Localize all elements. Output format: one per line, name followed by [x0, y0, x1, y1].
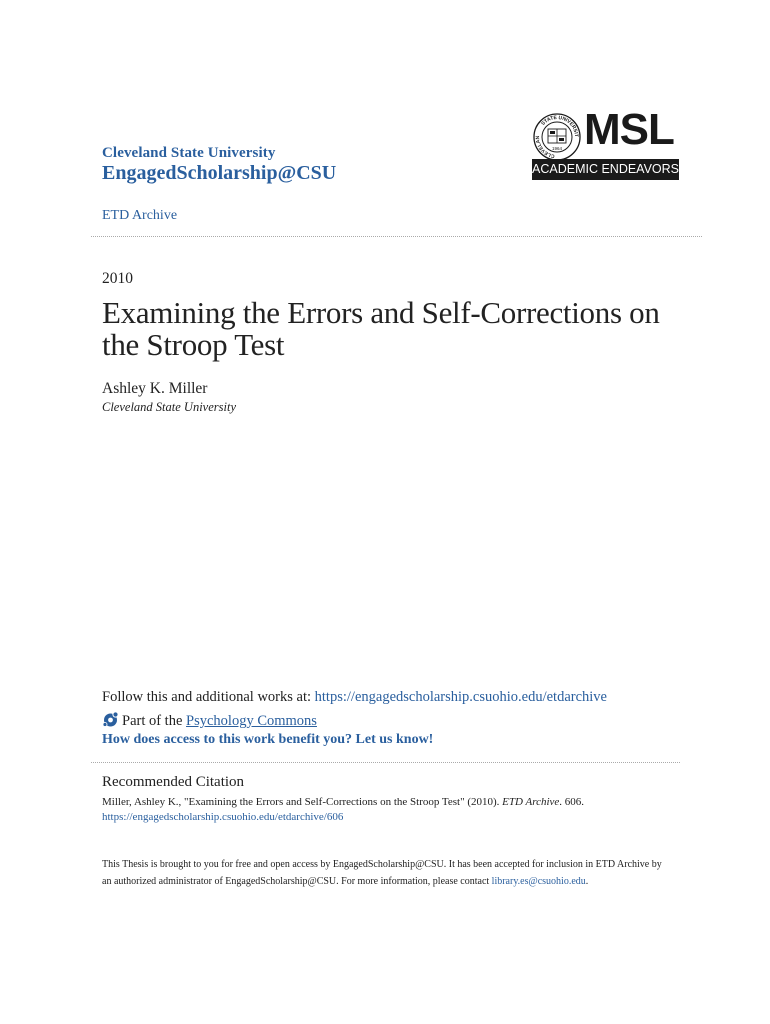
- logo-tagline: ACADEMIC ENDEAVORS: [532, 159, 679, 180]
- citation-end: . 606.: [559, 796, 585, 808]
- contact-email-link[interactable]: library.es@csuohio.edu: [491, 876, 586, 887]
- msl-logo: [532, 105, 682, 180]
- citation-text: [102, 796, 584, 808]
- author-affiliation: Cleveland State University: [102, 400, 236, 414]
- citation-heading: Recommended Citation: [102, 774, 245, 790]
- publication-year: 2010: [102, 270, 133, 287]
- seal-left-text: CLEVELAN: [534, 135, 556, 159]
- access-notice: [102, 856, 662, 890]
- notice-text: This Thesis is brought to you for free and open access by EngagedScholarship@CSU. It has been accepted for inclusion in ETD Archive by an authorized administrator of EngagedScholarship@CSU. For more information, please contact: [102, 859, 662, 887]
- seal-top-text: STATE UNIVERSIT: [540, 114, 580, 138]
- follow-url-link[interactable]: https://engagedscholarship.csuohio.edu/etdarchive: [314, 689, 607, 705]
- citation-journal: ETD Archive: [502, 796, 560, 808]
- part-of-line: [102, 711, 317, 730]
- follow-prefix: Follow this and additional works at:: [102, 689, 315, 705]
- collection-link[interactable]: ETD Archive: [102, 208, 178, 223]
- follow-line: [102, 689, 607, 706]
- feedback-link[interactable]: How does access to this work benefit you? Let us know!: [102, 732, 434, 747]
- document-title: Examining the Errors and Self-Corrections on the Stroop Test: [102, 295, 660, 362]
- divider: [91, 236, 702, 237]
- citation-url-link[interactable]: https://engagedscholarship.csuohio.edu/etdarchive/606: [102, 811, 344, 823]
- part-of-prefix: Part of the: [122, 713, 187, 729]
- notice-end: .: [585, 876, 589, 887]
- psychology-commons-link[interactable]: Psychology Commons: [186, 713, 317, 729]
- network-commons-icon: [102, 711, 119, 728]
- citation-body: Miller, Ashley K., "Examining the Errors and Self-Corrections on the Stroop Test" (2010).: [102, 796, 503, 808]
- repository-name[interactable]: EngagedScholarship@CSU: [102, 162, 337, 184]
- divider: [91, 762, 680, 763]
- university-name[interactable]: Cleveland State University: [102, 145, 276, 161]
- seal-year: 1964: [551, 146, 563, 151]
- msl-wordmark: MSL: [584, 105, 674, 154]
- university-seal-icon: [532, 112, 582, 162]
- author-name[interactable]: Ashley K. Miller: [102, 380, 208, 397]
